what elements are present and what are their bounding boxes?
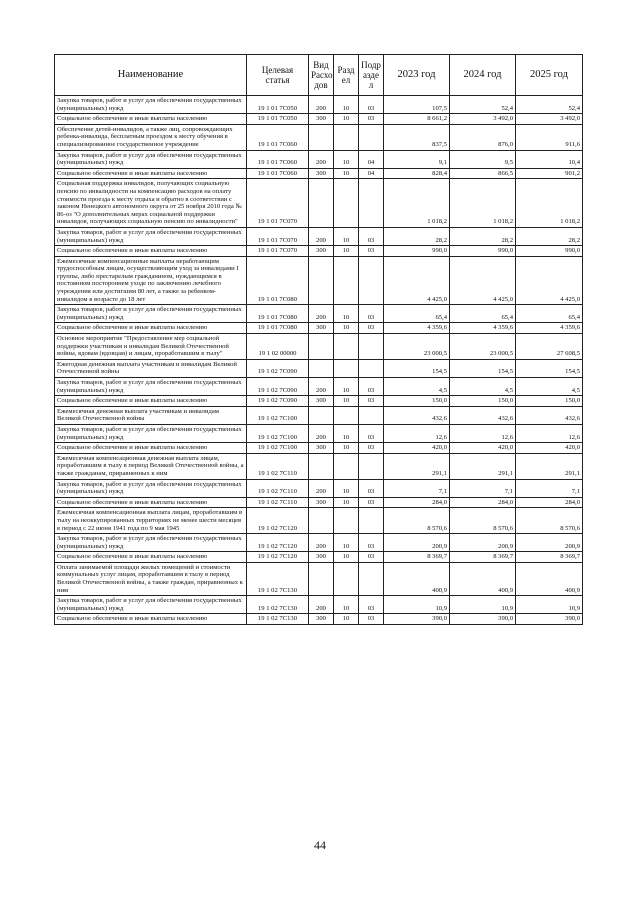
cell-name: Обеспечение детей-инвалидов, а также лиц, сопровождающих ребенка-инвалида, бесплатным проездом к месту обучения в специализированное государственное учреждение (55, 124, 247, 150)
cell-podr: 03 (359, 479, 384, 497)
cell-2024: 52,4 (450, 96, 516, 114)
cell-2023: 107,5 (384, 96, 450, 114)
cell-2024: 10,9 (450, 596, 516, 614)
cell-name: Закупка товаров, работ и услуг для обеспечения государственных (муниципальных) нужд (55, 378, 247, 396)
cell-vid: 200 (309, 424, 334, 442)
cell-name: Ежемесячная компенсационная денежная выплата лицам, проработавшим в тылу в период Великой Отечественной войны, а также гражданам, приравненных к ним (55, 453, 247, 479)
cell-2024: 12,6 (450, 424, 516, 442)
cell-2024: 23 000,5 (450, 334, 516, 360)
cell-2023: 284,0 (384, 497, 450, 508)
cell-2023: 8 369,7 (384, 552, 450, 563)
cell-razd (334, 406, 359, 424)
cell-vid (309, 359, 334, 377)
cell-2025: 4,5 (516, 378, 583, 396)
cell-2023: 4 425,0 (384, 256, 450, 305)
table-row (55, 114, 583, 125)
cell-2023: 400,9 (384, 562, 450, 595)
table-row (55, 323, 583, 334)
cell-razd: 10 (334, 534, 359, 552)
cell-2023: 9,1 (384, 150, 450, 168)
cell-vid: 200 (309, 305, 334, 323)
table-row (55, 596, 583, 614)
cell-2025: 432,6 (516, 406, 583, 424)
cell-name: Закупка товаров, работ и услуг для обеспечения государственных (муниципальных) нужд (55, 305, 247, 323)
cell-2025: 27 608,5 (516, 334, 583, 360)
cell-2025: 990,0 (516, 246, 583, 257)
cell-2024: 432,6 (450, 406, 516, 424)
table-row (55, 334, 583, 360)
cell-target: 19 1 02 7С120 (247, 552, 309, 563)
cell-2025: 3 492,0 (516, 114, 583, 125)
cell-2025: 400,9 (516, 562, 583, 595)
table-row (55, 406, 583, 424)
table-row (55, 359, 583, 377)
cell-target: 19 1 01 7С060 (247, 150, 309, 168)
cell-2023: 420,0 (384, 443, 450, 454)
cell-target: 19 1 01 7С070 (247, 179, 309, 228)
table-row (55, 96, 583, 114)
cell-target: 19 1 02 7С130 (247, 614, 309, 625)
cell-2023: 150,0 (384, 396, 450, 407)
cell-2023: 154,5 (384, 359, 450, 377)
cell-target: 19 1 01 7С060 (247, 124, 309, 150)
cell-podr: 03 (359, 552, 384, 563)
table-row (55, 453, 583, 479)
cell-vid: 300 (309, 443, 334, 454)
cell-2024: 28,2 (450, 227, 516, 245)
budget-table (54, 54, 583, 625)
cell-target: 19 1 01 7С050 (247, 96, 309, 114)
cell-name: Ежемесячная компенсационная выплата лицам, проработавшим в тылу на неоккупированных территориях не менее шести месяцев в период с 22 июня 1941 года по 9 мая 1945 (55, 508, 247, 534)
cell-2023: 4,5 (384, 378, 450, 396)
cell-2024: 866,5 (450, 168, 516, 179)
cell-2024: 65,4 (450, 305, 516, 323)
cell-vid (309, 256, 334, 305)
cell-razd: 10 (334, 497, 359, 508)
cell-podr: 03 (359, 227, 384, 245)
cell-razd: 10 (334, 552, 359, 563)
cell-2023: 1 018,2 (384, 179, 450, 228)
cell-2024: 990,0 (450, 246, 516, 257)
cell-2025: 150,0 (516, 396, 583, 407)
cell-name: Ежемесячные компенсационные выплаты неработающим трудоспособным лицам, осуществляющим уход за инвалидами I группы, либо престарелым гражданином, нуждающимся в постоянном постороннем уходе по заключению лечебного учреждения или достигшим 80 лет, а также за ребенком-инвалидом в возрасте до 18 лет (55, 256, 247, 305)
cell-vid (309, 179, 334, 228)
cell-name: Социальное обеспечение и иные выплаты населению (55, 114, 247, 125)
cell-vid: 300 (309, 168, 334, 179)
cell-name: Социальное обеспечение и иные выплаты населению (55, 246, 247, 257)
cell-2024: 150,0 (450, 396, 516, 407)
cell-podr: 03 (359, 497, 384, 508)
cell-vid: 200 (309, 96, 334, 114)
cell-name: Социальное обеспечение и иные выплаты населению (55, 497, 247, 508)
cell-2024: 154,5 (450, 359, 516, 377)
table-row (55, 508, 583, 534)
table-row (55, 614, 583, 625)
cell-2023: 990,0 (384, 246, 450, 257)
cell-target: 19 1 02 7С120 (247, 534, 309, 552)
cell-2025: 284,0 (516, 497, 583, 508)
cell-2023: 10,9 (384, 596, 450, 614)
cell-razd: 10 (334, 479, 359, 497)
cell-podr (359, 508, 384, 534)
cell-podr: 03 (359, 305, 384, 323)
cell-2023: 390,0 (384, 614, 450, 625)
cell-2025: 28,2 (516, 227, 583, 245)
table-row (55, 479, 583, 497)
cell-2024: 390,0 (450, 614, 516, 625)
cell-target: 19 1 02 00000 (247, 334, 309, 360)
header-name: Наименование (55, 55, 247, 96)
cell-target: 19 1 02 7С100 (247, 406, 309, 424)
table-row (55, 497, 583, 508)
table-row (55, 443, 583, 454)
cell-2024: 876,0 (450, 124, 516, 150)
cell-target: 19 1 02 7С100 (247, 424, 309, 442)
cell-2025: 200,9 (516, 534, 583, 552)
cell-2025: 10,9 (516, 596, 583, 614)
cell-vid (309, 124, 334, 150)
cell-2025: 4 359,6 (516, 323, 583, 334)
cell-podr: 03 (359, 96, 384, 114)
cell-name: Социальное обеспечение и иные выплаты населению (55, 396, 247, 407)
cell-razd: 10 (334, 614, 359, 625)
cell-2025: 65,4 (516, 305, 583, 323)
cell-razd (334, 359, 359, 377)
cell-vid: 200 (309, 534, 334, 552)
table-row (55, 168, 583, 179)
cell-name: Социальная поддержка инвалидов, получающих социальную пенсию по инвалидности на компенсацию расходов на оплату стоимости проезда к месту отдыха и обратно в соответствии с законом Ненецкого автономного округа от 25 ноября 2010 года № 86-оз "О дополнительных мерах социальной поддержки инвалидов, получающих социальную пенсию по инвалидности" (55, 179, 247, 228)
cell-podr: 03 (359, 534, 384, 552)
cell-2025: 12,6 (516, 424, 583, 442)
cell-razd: 10 (334, 596, 359, 614)
table-row (55, 552, 583, 563)
cell-2025: 4 425,0 (516, 256, 583, 305)
cell-name: Ежемесячная денежная выплата участникам и инвалидам Великой Отечественной войны (55, 406, 247, 424)
cell-target: 19 1 02 7С100 (247, 443, 309, 454)
cell-name: Закупка товаров, работ и услуг для обеспечения государственных (муниципальных) нужд (55, 150, 247, 168)
header-row (55, 55, 583, 96)
cell-name: Закупка товаров, работ и услуг для обеспечения государственных (муниципальных) нужд (55, 534, 247, 552)
cell-razd: 10 (334, 424, 359, 442)
cell-vid: 300 (309, 396, 334, 407)
cell-2024: 200,9 (450, 534, 516, 552)
cell-vid: 200 (309, 150, 334, 168)
cell-target: 19 1 01 7С060 (247, 168, 309, 179)
cell-2025: 10,4 (516, 150, 583, 168)
cell-2024: 3 492,0 (450, 114, 516, 125)
cell-2025: 390,0 (516, 614, 583, 625)
cell-razd (334, 179, 359, 228)
cell-razd (334, 562, 359, 595)
cell-name: Социальное обеспечение и иные выплаты населению (55, 323, 247, 334)
table-body (55, 96, 583, 625)
cell-target: 19 1 02 7С130 (247, 562, 309, 595)
cell-razd: 10 (334, 305, 359, 323)
cell-2023: 837,5 (384, 124, 450, 150)
budget-table-container (54, 54, 582, 625)
cell-2023: 432,6 (384, 406, 450, 424)
cell-podr: 03 (359, 396, 384, 407)
cell-razd (334, 256, 359, 305)
cell-name: Закупка товаров, работ и услуг для обеспечения государственных (муниципальных) нужд (55, 424, 247, 442)
cell-vid: 200 (309, 378, 334, 396)
cell-podr (359, 359, 384, 377)
cell-podr: 03 (359, 614, 384, 625)
cell-podr: 03 (359, 378, 384, 396)
cell-name: Закупка товаров, работ и услуг для обеспечения государственных (муниципальных) нужд (55, 596, 247, 614)
cell-podr (359, 124, 384, 150)
cell-podr: 03 (359, 114, 384, 125)
table-row (55, 396, 583, 407)
cell-2025: 7,1 (516, 479, 583, 497)
cell-2024: 8 570,6 (450, 508, 516, 534)
cell-podr: 03 (359, 596, 384, 614)
cell-podr (359, 562, 384, 595)
cell-2024: 8 369,7 (450, 552, 516, 563)
header-target: Целевая статья (247, 55, 309, 96)
cell-target: 19 1 02 7С130 (247, 596, 309, 614)
cell-vid (309, 508, 334, 534)
cell-2024: 4 359,6 (450, 323, 516, 334)
cell-razd (334, 334, 359, 360)
header-2025: 2025 год (516, 55, 583, 96)
cell-2023: 291,1 (384, 453, 450, 479)
cell-podr: 04 (359, 150, 384, 168)
cell-name: Социальное обеспечение и иные выплаты населению (55, 552, 247, 563)
table-row (55, 256, 583, 305)
cell-vid: 300 (309, 246, 334, 257)
page-number: 44 (314, 838, 326, 852)
cell-2024: 284,0 (450, 497, 516, 508)
cell-target: 19 1 02 7С120 (247, 508, 309, 534)
cell-name: Социальное обеспечение и иные выплаты населению (55, 168, 247, 179)
cell-podr: 03 (359, 323, 384, 334)
cell-podr: 03 (359, 443, 384, 454)
cell-target: 19 1 01 7С050 (247, 114, 309, 125)
cell-2023: 828,4 (384, 168, 450, 179)
cell-razd (334, 508, 359, 534)
cell-name: Закупка товаров, работ и услуг для обеспечения государственных (муниципальных) нужд (55, 479, 247, 497)
cell-vid: 200 (309, 596, 334, 614)
table-row (55, 305, 583, 323)
cell-podr: 03 (359, 246, 384, 257)
table-row (55, 227, 583, 245)
cell-vid: 300 (309, 614, 334, 625)
cell-razd: 10 (334, 323, 359, 334)
cell-vid (309, 334, 334, 360)
cell-vid: 300 (309, 114, 334, 125)
cell-target: 19 1 01 7С070 (247, 227, 309, 245)
cell-vid: 200 (309, 227, 334, 245)
table-row (55, 424, 583, 442)
table-row (55, 534, 583, 552)
cell-name: Оплата занимаемой площади жилых помещений и стоимости коммунальных услуг лицам, проработавшим в тылу в период Великой Отечественной войны, а также граждан, приравненных к ним (55, 562, 247, 595)
cell-2025: 1 018,2 (516, 179, 583, 228)
cell-2024: 4,5 (450, 378, 516, 396)
cell-2024: 400,9 (450, 562, 516, 595)
cell-target: 19 1 01 7С080 (247, 323, 309, 334)
cell-2025: 8 570,6 (516, 508, 583, 534)
cell-2023: 8 661,2 (384, 114, 450, 125)
cell-razd: 10 (334, 378, 359, 396)
cell-2025: 901,2 (516, 168, 583, 179)
header-2023: 2023 год (384, 55, 450, 96)
table-row (55, 124, 583, 150)
cell-2024: 291,1 (450, 453, 516, 479)
cell-target: 19 1 01 7С070 (247, 246, 309, 257)
cell-podr (359, 453, 384, 479)
cell-vid: 300 (309, 323, 334, 334)
cell-2024: 1 018,2 (450, 179, 516, 228)
cell-2025: 8 369,7 (516, 552, 583, 563)
cell-target: 19 1 01 7С080 (247, 305, 309, 323)
cell-2025: 420,0 (516, 443, 583, 454)
cell-target: 19 1 02 7С090 (247, 359, 309, 377)
cell-2025: 52,4 (516, 96, 583, 114)
cell-2023: 4 359,6 (384, 323, 450, 334)
cell-vid: 300 (309, 552, 334, 563)
cell-podr: 04 (359, 168, 384, 179)
cell-2023: 23 000,5 (384, 334, 450, 360)
cell-2023: 8 570,6 (384, 508, 450, 534)
cell-2023: 12,6 (384, 424, 450, 442)
cell-razd: 10 (334, 96, 359, 114)
cell-target: 19 1 02 7С110 (247, 479, 309, 497)
cell-target: 19 1 02 7С090 (247, 378, 309, 396)
header-razd: Разд ел (334, 55, 359, 96)
cell-2024: 420,0 (450, 443, 516, 454)
cell-podr (359, 334, 384, 360)
cell-name: Закупка товаров, работ и услуг для обеспечения государственных (муниципальных) нужд (55, 96, 247, 114)
cell-2025: 291,1 (516, 453, 583, 479)
cell-vid (309, 406, 334, 424)
cell-2024: 7,1 (450, 479, 516, 497)
cell-target: 19 1 01 7С080 (247, 256, 309, 305)
cell-target: 19 1 02 7С110 (247, 497, 309, 508)
cell-2025: 911,6 (516, 124, 583, 150)
cell-podr: 03 (359, 424, 384, 442)
cell-name: Социальное обеспечение и иные выплаты населению (55, 614, 247, 625)
cell-razd (334, 124, 359, 150)
cell-2023: 200,9 (384, 534, 450, 552)
table-row (55, 150, 583, 168)
cell-2025: 154,5 (516, 359, 583, 377)
table-row (55, 562, 583, 595)
cell-podr (359, 256, 384, 305)
cell-razd: 10 (334, 114, 359, 125)
cell-name: Ежегодная денежная выплата участникам и инвалидам Великой Отечественной войны (55, 359, 247, 377)
cell-target: 19 1 02 7С090 (247, 396, 309, 407)
header-vid: Вид Расхо дов (309, 55, 334, 96)
cell-razd (334, 453, 359, 479)
cell-vid: 200 (309, 479, 334, 497)
cell-razd: 10 (334, 150, 359, 168)
cell-name: Социальное обеспечение и иные выплаты населению (55, 443, 247, 454)
cell-razd: 10 (334, 396, 359, 407)
cell-razd: 10 (334, 227, 359, 245)
cell-razd: 10 (334, 443, 359, 454)
cell-vid: 300 (309, 497, 334, 508)
cell-2024: 4 425,0 (450, 256, 516, 305)
table-row (55, 246, 583, 257)
table-row (55, 179, 583, 228)
header-podr: Подр азде л (359, 55, 384, 96)
cell-razd: 10 (334, 246, 359, 257)
cell-name: Закупка товаров, работ и услуг для обеспечения государственных (муниципальных) нужд (55, 227, 247, 245)
header-2024: 2024 год (450, 55, 516, 96)
cell-podr (359, 406, 384, 424)
cell-target: 19 1 02 7С110 (247, 453, 309, 479)
cell-name: Основное мероприятие "Предоставление мер социальной поддержки участникам и инвалидам Великой Отечественной войны, вдовам (вдовцам) и лицам, проработавшим в тылу" (55, 334, 247, 360)
cell-razd: 10 (334, 168, 359, 179)
cell-2023: 7,1 (384, 479, 450, 497)
cell-2023: 28,2 (384, 227, 450, 245)
cell-vid (309, 453, 334, 479)
cell-2023: 65,4 (384, 305, 450, 323)
cell-podr (359, 179, 384, 228)
table-row (55, 378, 583, 396)
cell-2024: 9,5 (450, 150, 516, 168)
cell-vid (309, 562, 334, 595)
